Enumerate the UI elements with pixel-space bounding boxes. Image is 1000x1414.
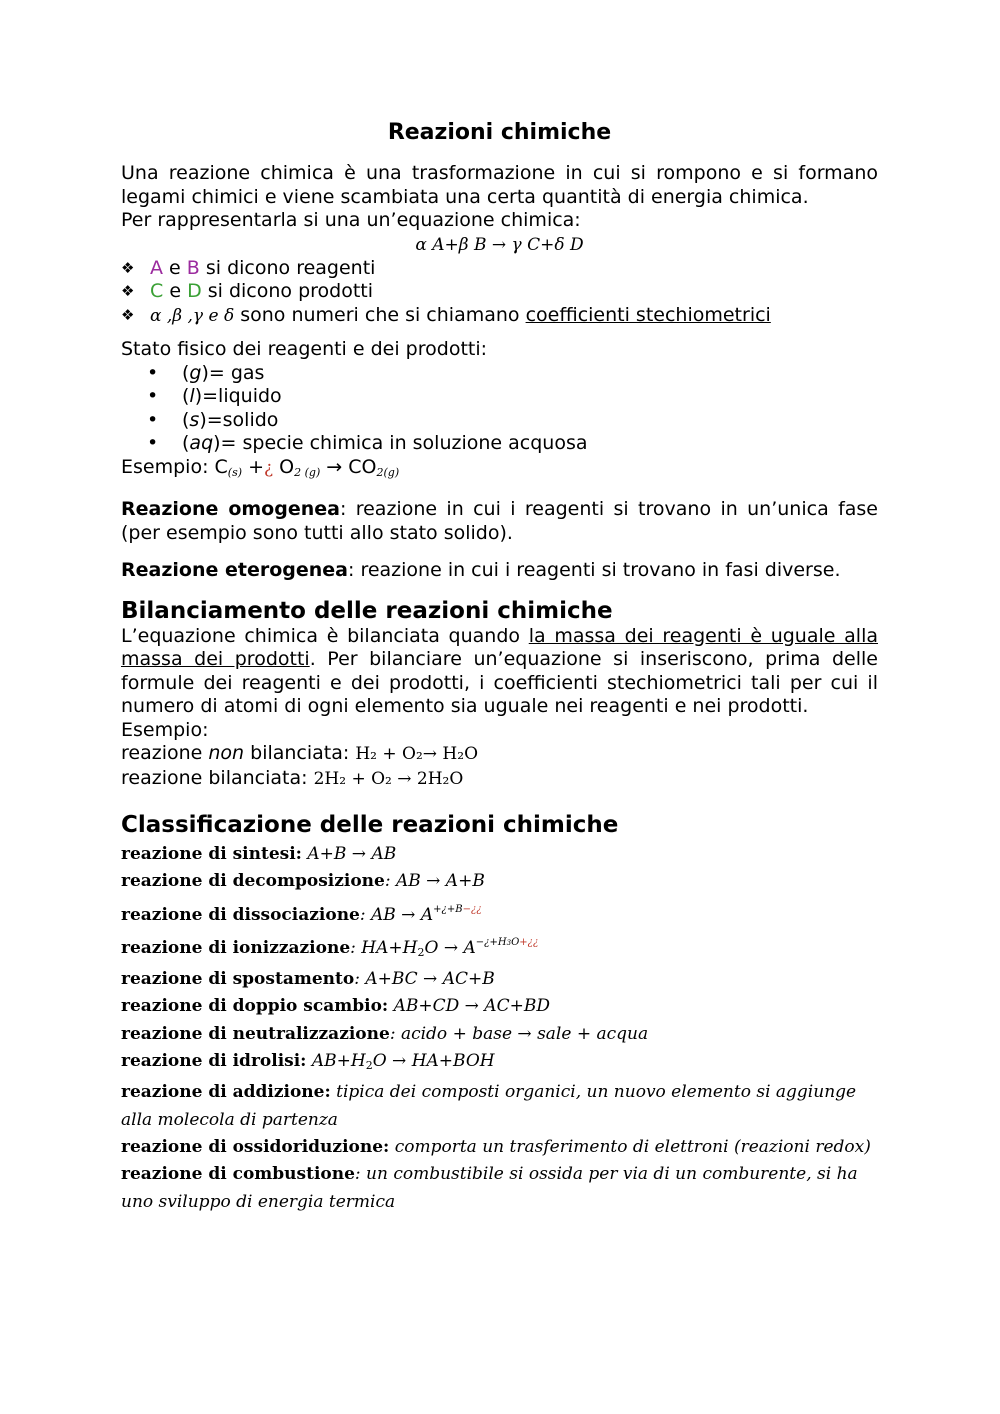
reaction-label: reazione di addizione:	[121, 1082, 331, 1103]
state-symbol: aq	[189, 432, 214, 454]
reaction-label: reazione di neutralizzazione	[121, 1023, 390, 1044]
unbalanced-equation: H₂ + O₂→ H₂O	[355, 744, 479, 764]
eterogenea-paragraph	[121, 559, 878, 583]
reaction-subscript: 2	[417, 945, 425, 959]
bullet-dot-icon: •	[147, 385, 159, 407]
reagents-text: si dicono reagenti	[199, 256, 376, 279]
omogenea-paragraph	[121, 498, 878, 545]
bilanciamento-highlight: la massa dei reagenti è uguale alla massa dei prodotti	[121, 624, 878, 670]
reaction-superscript: −¿+H	[475, 936, 507, 948]
balanced-reaction	[121, 767, 878, 792]
section-heading-classificazione: Classificazione delle reazioni chimiche	[121, 812, 619, 838]
example-oxygen-sub: 2 (g)	[294, 465, 321, 479]
omogenea-term: Reazione omogenea	[121, 498, 340, 520]
reaction-label: reazione di ossidoriduzione:	[121, 1136, 390, 1157]
states-list	[121, 362, 878, 456]
product-d: D	[187, 280, 202, 302]
state-description: )= gas	[201, 361, 265, 384]
reaction-type-idrolisi	[121, 1048, 878, 1079]
paren: (	[182, 361, 190, 384]
reaction-label: reazione di spostamento	[121, 969, 355, 990]
reaction-equation: O → HA+BOH	[372, 1051, 495, 1072]
reaction-type-doppio-scambio	[121, 993, 878, 1020]
document-page	[121, 118, 878, 1216]
label-emphasis: non	[208, 742, 245, 764]
reaction-type-addizione	[121, 1079, 878, 1134]
intro-paragraph: Una reazione chimica è una trasformazione in cui si rompono e si formano legami chimici e viene scambiata una certa quantità di energia chimica.	[121, 162, 878, 208]
paren: (	[182, 432, 190, 454]
coefficients-term: coefficienti stechiometrici	[525, 303, 771, 326]
reaction-equation: : HA+H	[350, 937, 418, 958]
example-product-sub: 2(g)	[376, 465, 400, 479]
list-item	[121, 385, 878, 409]
reaction-label: reazione di dissociazione	[121, 904, 360, 925]
state-symbol: l	[189, 385, 195, 407]
conjunction: e	[163, 280, 188, 302]
list-item	[121, 432, 878, 456]
reaction-equation: : A+BC → AC+B	[354, 969, 495, 990]
reaction-superscript: O	[511, 936, 520, 948]
reaction-equation: A+B → AB	[301, 844, 397, 864]
reaction-equation: AB+H	[306, 1051, 366, 1072]
reaction-type-dissociazione	[121, 896, 878, 929]
bullet-dot-icon: •	[147, 408, 159, 431]
reaction-label: reazione di decomposizione	[121, 871, 385, 892]
paren: (	[182, 385, 190, 407]
example-carbon: C	[214, 455, 228, 478]
paren: (	[182, 408, 190, 431]
bullet-dot-icon: •	[147, 361, 159, 384]
states-heading: Stato fisico dei reagenti e dei prodotti:	[121, 338, 488, 360]
unbalanced-reaction	[121, 742, 878, 767]
reaction-superscript: −¿¿	[462, 903, 482, 915]
general-equation: α A+β B → γ C+δ D	[415, 234, 584, 255]
reaction-equation: : AB → A	[359, 904, 434, 925]
reaction-type-decomposizione	[121, 868, 878, 895]
reaction-description: : un combustibile si ossida per via di un comburente, si ha uno sviluppo di energia termica	[121, 1164, 858, 1212]
diamond-bullet-icon: ❖	[121, 305, 135, 324]
omogenea-text: : reazione in cui i reagenti si trovano in un’unica fase (per esempio sono tutti allo stato solido).	[121, 498, 878, 544]
reaction-type-sintesi	[121, 841, 878, 868]
state-description: )=solido	[199, 408, 279, 431]
list-item	[121, 304, 878, 329]
reaction-type-ossidoriduzione	[121, 1134, 878, 1161]
bilanciamento-text: L’equazione chimica è bilanciata quando	[121, 624, 529, 647]
reaction-type-spostamento	[121, 966, 878, 993]
products-text: si dicono prodotti	[201, 280, 374, 302]
section-heading-bilanciamento: Bilanciamento delle reazioni chimiche	[121, 597, 613, 624]
coefficient-symbols: α ,β ,γ e δ	[150, 305, 235, 326]
diamond-bullet-icon: ❖	[121, 282, 135, 300]
list-item	[121, 257, 878, 281]
reaction-label: reazione di combustione	[121, 1164, 355, 1185]
reagent-product-list	[121, 257, 878, 329]
reaction-equation: O → A	[424, 937, 476, 958]
reaction-superscript: +¿+B	[433, 903, 463, 915]
diamond-bullet-icon: ❖	[121, 258, 135, 277]
reaction-equation: : acido + base → sale + acqua	[389, 1023, 649, 1044]
label-text: bilanciata:	[244, 742, 356, 764]
conjunction: e	[163, 256, 187, 279]
reagent-a: A	[150, 256, 163, 279]
reaction-superscript: 3	[506, 938, 512, 947]
product-c: C	[150, 280, 164, 302]
bullet-dot-icon: •	[147, 432, 159, 454]
example-product: → CO	[320, 455, 377, 478]
eterogenea-text: : reazione in cui i reagenti si trovano in fasi diverse.	[348, 559, 841, 581]
reagent-b: B	[186, 256, 200, 279]
reaction-description: comporta un trasferimento di elettroni (reazioni redox)	[389, 1136, 871, 1157]
example-label: Esempio:	[121, 455, 215, 478]
list-item	[121, 362, 878, 386]
state-example	[121, 456, 878, 485]
coefficients-text: sono numeri che si chiamano	[234, 303, 526, 326]
reaction-description: tipica dei composti organici, un nuovo elemento si aggiunge alla molecola di partenza	[121, 1082, 857, 1130]
list-item	[121, 409, 878, 433]
reaction-type-neutralizzazione	[121, 1021, 878, 1048]
reaction-equation: : AB → A+B	[384, 871, 485, 892]
bilanciamento-example-label: Esempio:	[121, 718, 209, 741]
bilanciamento-text-end: . Per bilanciare un’equazione si inseriscono, prima delle formule dei reagenti e dei prodotti, i coefficienti stechiometrici tali per cui il numero di atomi di ogni elemento sia uguale nei reagenti e nei prodotti.	[121, 648, 878, 717]
reaction-label: reazione di idrolisi:	[121, 1051, 307, 1072]
label-text: reazione bilanciata:	[121, 766, 314, 789]
eterogenea-term: Reazione eterogenea	[121, 559, 348, 581]
state-description: )=liquido	[194, 385, 282, 407]
bilanciamento-paragraph	[121, 625, 878, 719]
example-artifact: ¿	[264, 457, 274, 478]
reaction-label: reazione di doppio scambio:	[121, 996, 389, 1017]
reaction-type-combustione	[121, 1161, 878, 1216]
reaction-subscript: 2	[365, 1059, 373, 1073]
list-item	[121, 280, 878, 304]
state-description: )= specie chimica in soluzione acquosa	[213, 432, 588, 454]
intro-line-2: Per rappresentarla si una un’equazione chimica:	[121, 209, 581, 231]
reaction-label: reazione di ionizzazione	[121, 937, 351, 958]
example-state: (s)	[227, 465, 243, 479]
balanced-equation: 2H₂ + O₂ → 2H₂O	[313, 768, 464, 789]
reaction-label: reazione di sintesi:	[121, 844, 302, 864]
reaction-type-ionizzazione	[121, 929, 878, 966]
state-symbol: s	[189, 408, 200, 431]
page-title: Reazioni chimiche	[387, 120, 612, 145]
reaction-equation: AB+CD → AC+BD	[388, 996, 550, 1017]
reaction-superscript: +¿¿	[519, 936, 539, 948]
example-plus: +	[242, 455, 264, 478]
label-text: reazione	[121, 742, 209, 764]
example-oxygen: O	[273, 455, 295, 478]
state-symbol: g	[189, 361, 202, 384]
